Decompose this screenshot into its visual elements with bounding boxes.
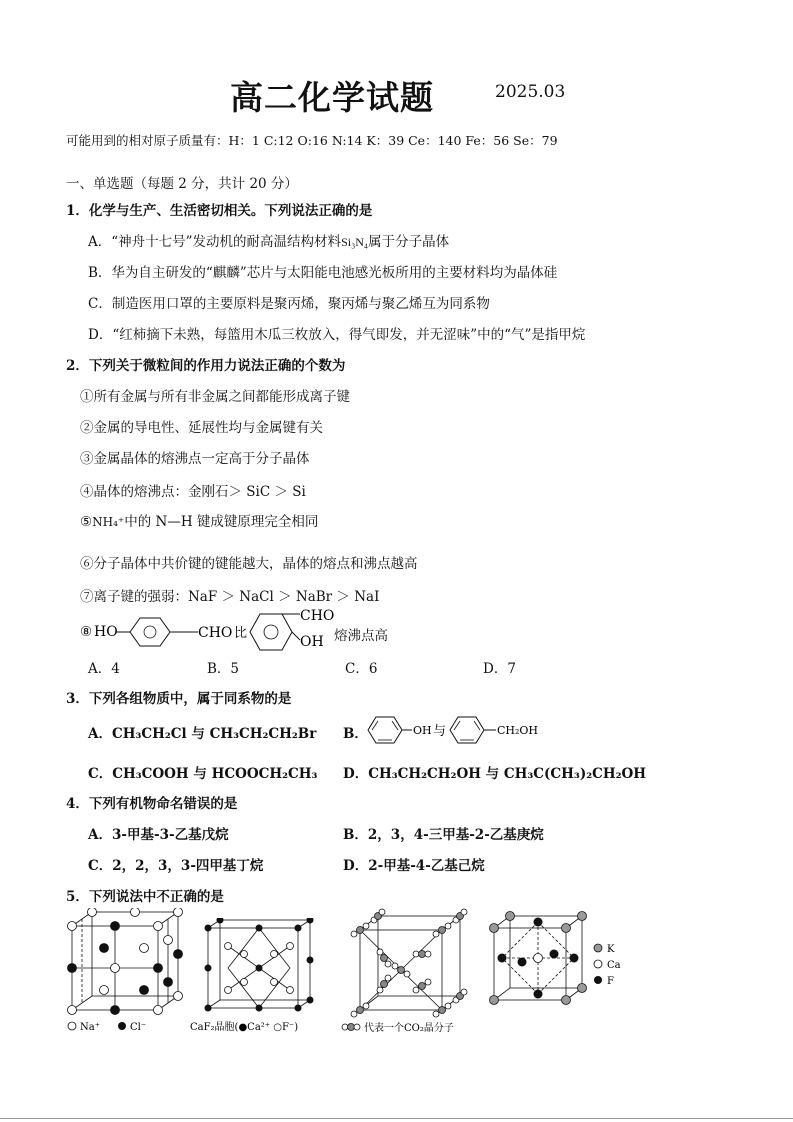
aromatic-circle bbox=[144, 626, 156, 638]
q1-a-pre: A．“神舟十七号”发动机的耐高温结构材料 bbox=[88, 234, 342, 250]
legend-f-icon bbox=[594, 976, 602, 984]
q2-s5-pre: ⑤ bbox=[80, 514, 93, 530]
section-heading: 一、单选题（每题 2 分，共计 20 分） bbox=[66, 176, 298, 192]
co2-caption: 代表一个CO₂晶分子 bbox=[364, 1023, 454, 1034]
q2-s8-cho: CHO bbox=[198, 625, 233, 641]
q2-stem: 2．下列关于微粒间的作用力说法正确的个数为 bbox=[66, 358, 346, 374]
caf2-lattice-figure bbox=[190, 918, 330, 1036]
q2-statement-7: ⑦离子键的强弱：NaF ＞ NaCl ＞ NaBr ＞ NaI bbox=[80, 589, 380, 605]
q1-stem: 1．化学与生产、生活密切相关。下列说法正确的是 bbox=[66, 203, 373, 219]
legend-k-icon bbox=[594, 944, 602, 952]
q1-a-formula: Si₃N₄ bbox=[341, 235, 369, 249]
q2-s5-post: 中的 N—H 键成键原理完全相同 bbox=[124, 514, 319, 530]
q2-statement-6: ⑥分子晶体中共价键的键能越大，晶体的熔点和沸点越高 bbox=[80, 556, 418, 572]
legend-cl-icon bbox=[118, 1022, 126, 1030]
page-bottom-rule bbox=[0, 1118, 793, 1119]
nacl-lattice-figure bbox=[64, 908, 186, 1036]
atomic-masses: 可能用到的相对原子质量有：H：1 C:12 O:16 N:14 K：39 Ce：140 Fe：56 Se：79 bbox=[66, 133, 558, 148]
q3-stem: 3．下列各组物质中，属于同系物的是 bbox=[66, 691, 292, 707]
q2-statement-2: ②金属的导电性、延展性均与金属键有关 bbox=[80, 420, 323, 436]
co2-lattice-figure bbox=[340, 908, 480, 1036]
caf2-caption: CaF₂晶胞(●Ca²⁺ ○F⁻) bbox=[190, 1022, 299, 1033]
legend-na: Na⁺ bbox=[80, 1022, 100, 1033]
q2-statement-4: ④晶体的熔沸点：金刚石＞ SiC ＞ Si bbox=[80, 484, 306, 500]
q1-option-b: B．华为自主研发的“麒麟”芯片与太阳能电池感光板所用的主要材料均为晶体硅 bbox=[88, 265, 558, 281]
q4-option-b: B．2，3，4-三甲基-2-乙基庚烷 bbox=[343, 827, 544, 843]
q3-option-b-structures bbox=[364, 712, 564, 748]
legend-f: F bbox=[607, 976, 614, 987]
q2-option-b: B．5 bbox=[207, 661, 240, 677]
phenol-ring bbox=[368, 717, 402, 743]
q2-statement-1: ①所有金属与所有非金属之间都能形成离子键 bbox=[80, 389, 350, 405]
q1-option-a bbox=[88, 230, 449, 250]
q3-b-with: 与 bbox=[433, 724, 447, 739]
kcaf-lattice-figure bbox=[486, 910, 636, 1010]
benzyl-ring bbox=[450, 717, 484, 743]
q2-s5-formula: NH₄⁺ bbox=[92, 515, 125, 529]
q2-s8-bi: 比 bbox=[234, 626, 248, 641]
q4-option-c: C．2，2，3，3-四甲基丁烷 bbox=[88, 858, 264, 874]
q3-b-ch2oh: CH₂OH bbox=[497, 724, 539, 737]
q1-a-post: 属于分子晶体 bbox=[368, 234, 450, 250]
q2-option-a: A．4 bbox=[88, 661, 120, 677]
page-title: 高二化学试题 bbox=[230, 78, 434, 117]
q2-option-c: C．6 bbox=[345, 661, 378, 677]
legend-ca: Ca bbox=[607, 960, 621, 971]
q4-option-a: A．3-甲基-3-乙基戊烷 bbox=[88, 827, 229, 843]
q2-s8-post: 熔沸点高 bbox=[334, 628, 388, 644]
bond-line bbox=[292, 632, 300, 640]
q3-option-c: C．CH₃COOH 与 HCOOCH₂CH₃ bbox=[88, 766, 318, 782]
q2-s8-ho: HO bbox=[94, 624, 118, 640]
q4-option-d: D．2-甲基-4-乙基己烷 bbox=[343, 858, 485, 874]
legend-na-icon bbox=[68, 1022, 76, 1030]
q5-stem: 5．下列说法中不正确的是 bbox=[66, 889, 224, 905]
q3-option-d: D．CH₃CH₂CH₂OH 与 CH₃C(CH₃)₂CH₂OH bbox=[343, 766, 647, 782]
q2-s8-cho2: CHO bbox=[300, 608, 335, 624]
q2-statement-3: ③金属晶体的熔沸点一定高于分子晶体 bbox=[80, 451, 310, 467]
aromatic-circle bbox=[264, 625, 278, 639]
legend-ca-icon bbox=[594, 960, 602, 968]
exam-date: 2025.03 bbox=[495, 82, 566, 102]
benzene-ring bbox=[250, 614, 292, 650]
q3-option-a: A．CH₃CH₂Cl 与 CH₃CH₂CH₂Br bbox=[88, 726, 317, 742]
q3-b-pre: B． bbox=[343, 726, 368, 742]
q2-s8-oh2: OH bbox=[300, 634, 324, 650]
q1-option-c: C．制造医用口罩的主要原料是聚丙烯，聚丙烯与聚乙烯互为同系物 bbox=[88, 296, 490, 312]
q4-stem: 4．下列有机物命名错误的是 bbox=[66, 796, 238, 812]
q2-statement-5 bbox=[80, 510, 318, 530]
q3-b-oh: OH bbox=[413, 724, 432, 737]
legend-cl: Cl⁻ bbox=[130, 1022, 147, 1033]
legend-k: K bbox=[607, 944, 615, 955]
q2-s8-pre: ⑧ bbox=[80, 624, 93, 640]
benzene-ring bbox=[130, 618, 170, 646]
q1-option-d: D．“红柿摘下未熟，每篮用木瓜三枚放入，得气即发，并无涩味”中的“气”是指甲烷 bbox=[88, 327, 586, 343]
q2-option-d: D．7 bbox=[483, 661, 516, 677]
